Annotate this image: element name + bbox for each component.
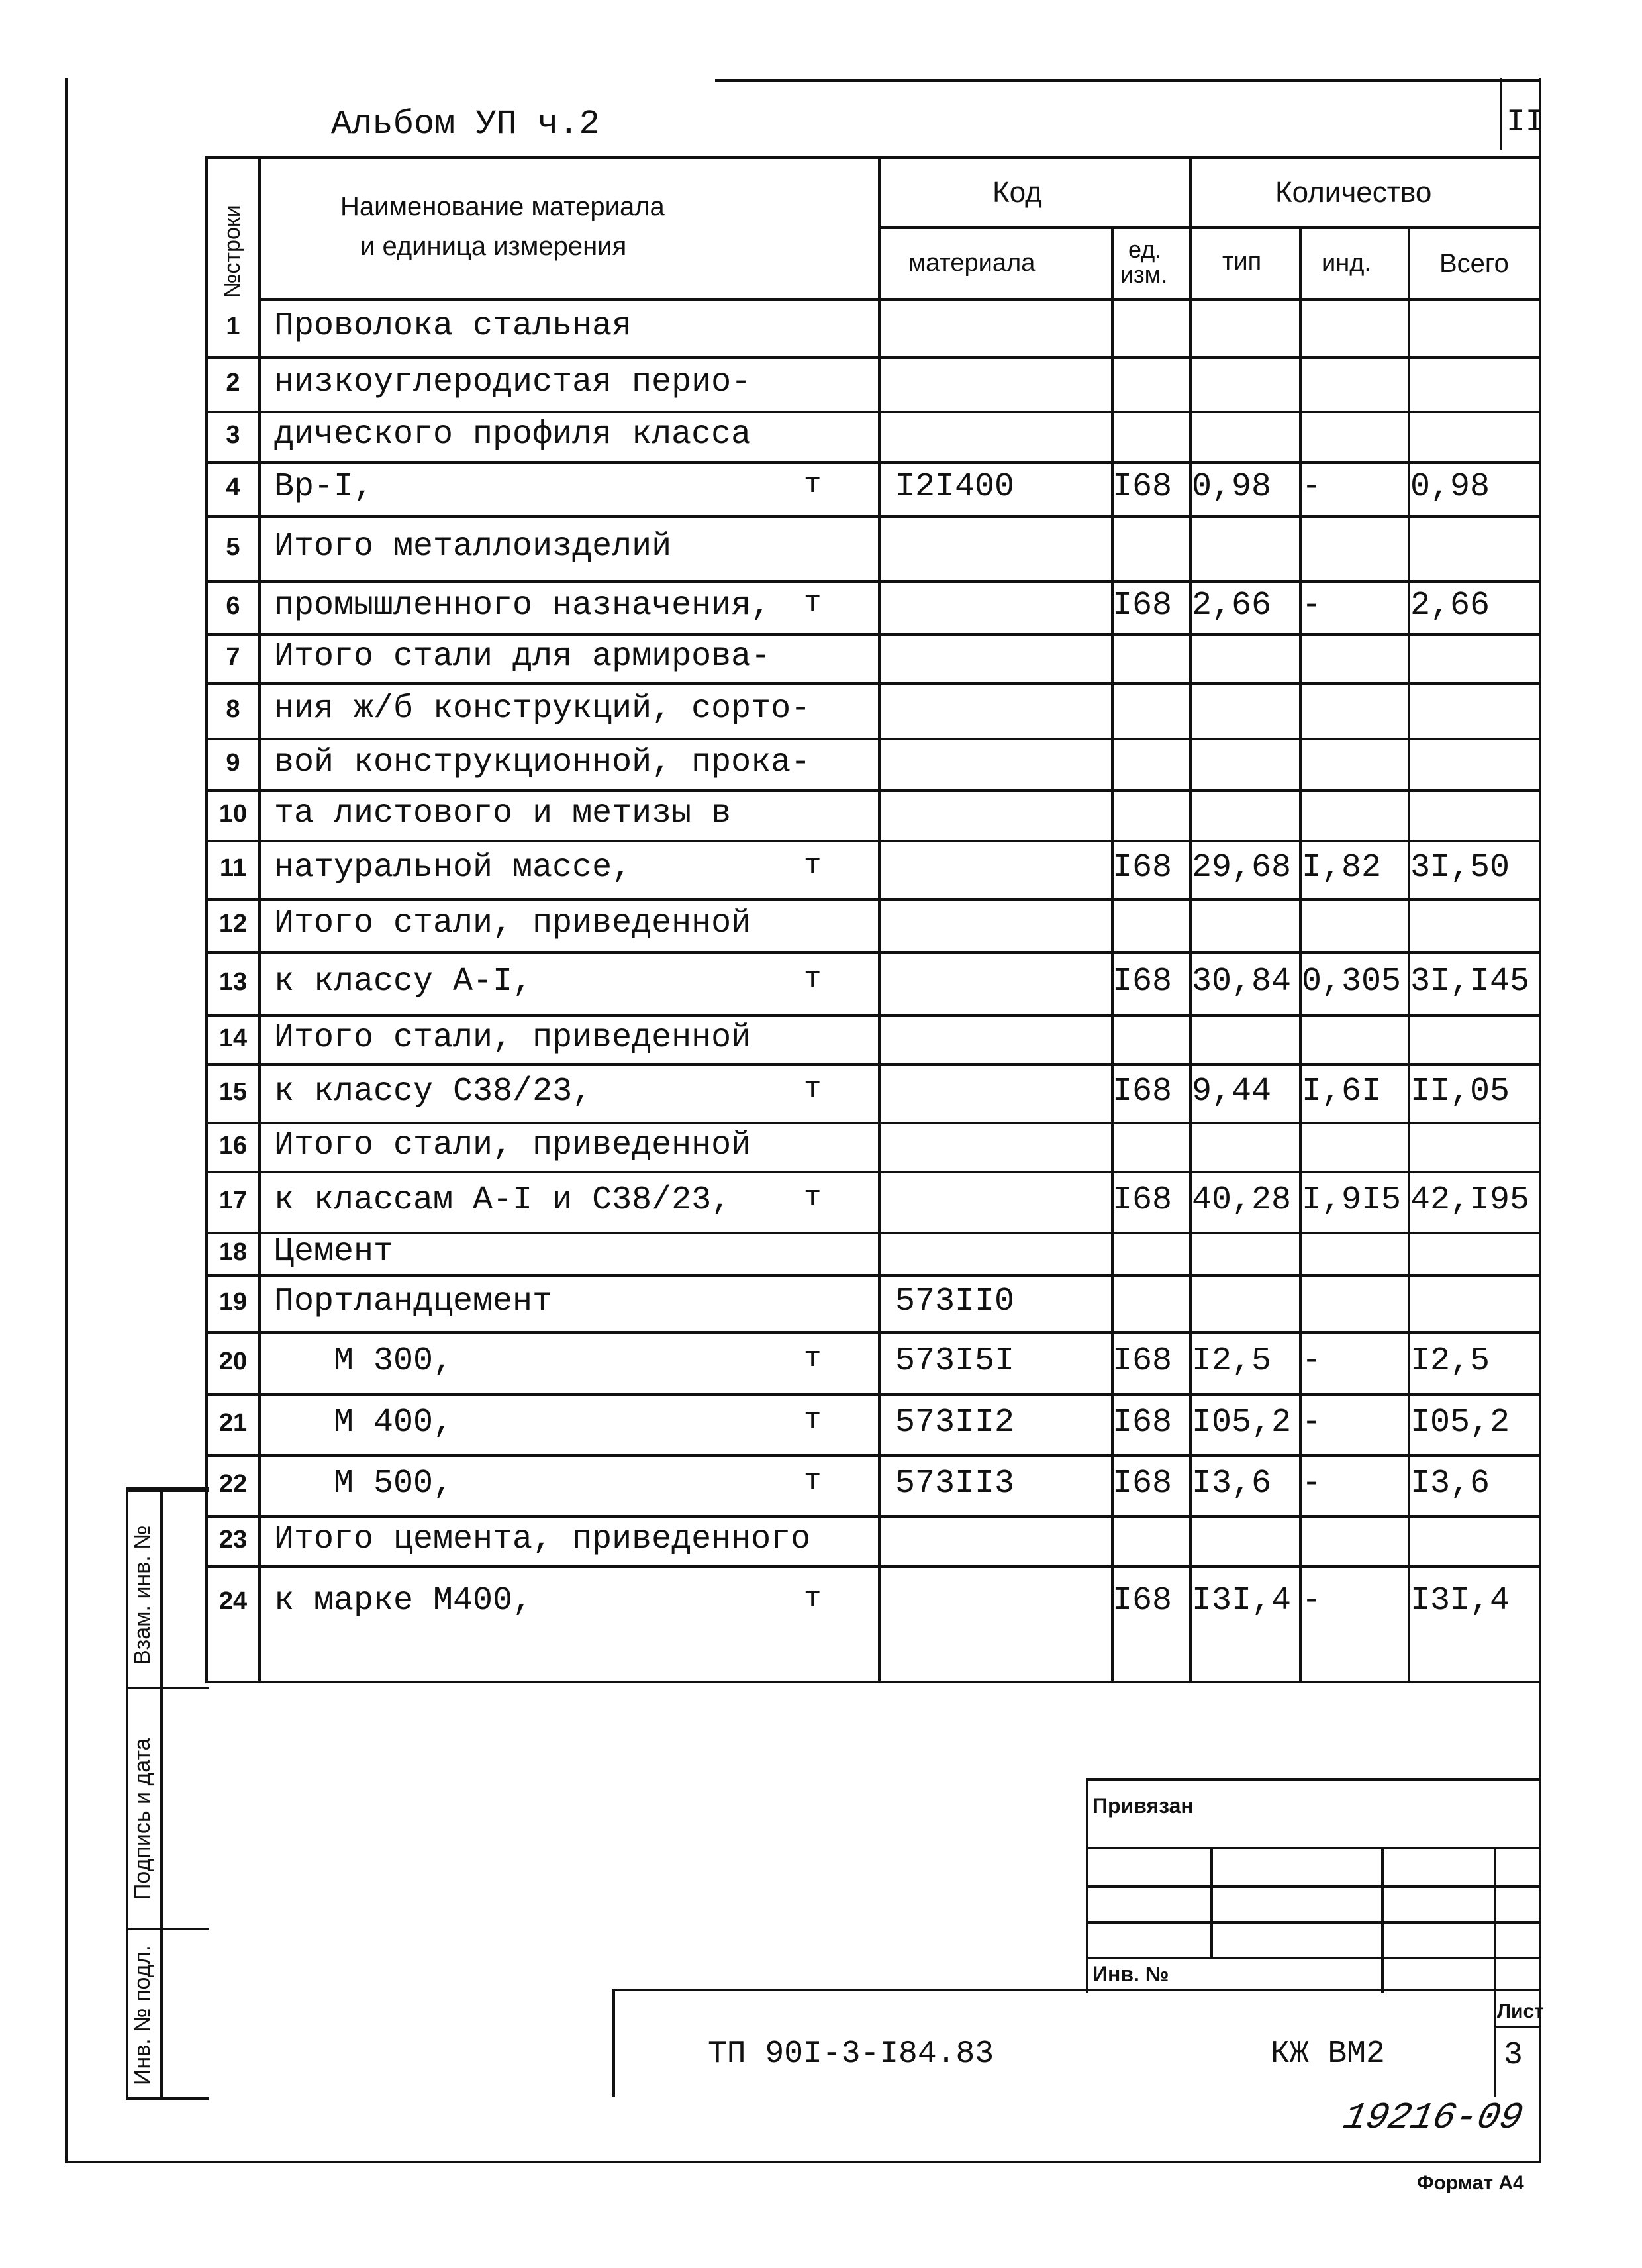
- stamp-sign-date: Подпись и дата: [130, 1738, 155, 1900]
- cell-name: вой конструкционной, прока-: [274, 744, 811, 781]
- cell-tip: 9,44: [1192, 1073, 1272, 1110]
- cell-name: Портландцемент: [274, 1283, 553, 1320]
- header-unit-line2: изм.: [1120, 261, 1168, 288]
- row-number: 7: [226, 643, 240, 671]
- row-number: 15: [218, 1078, 248, 1106]
- row-divider: [208, 1122, 1539, 1124]
- row-number: 13: [218, 968, 248, 996]
- header-name-line1: Наименование материала: [340, 192, 665, 221]
- row-number: 18: [218, 1238, 248, 1266]
- cell-name: Итого стали, приведенной: [274, 1126, 751, 1164]
- side-stamp: [126, 1487, 209, 2100]
- cell-unit: I68: [1112, 587, 1173, 624]
- row-divider: [208, 515, 1539, 518]
- cell-name: Вр-I,: [274, 468, 374, 506]
- cell-name: Итого металлоизделий: [274, 528, 672, 566]
- top-rule: [715, 79, 1539, 82]
- header-quantity: Количество: [1275, 176, 1432, 209]
- binding-label: Привязан: [1092, 1794, 1194, 1818]
- binding-block: [1086, 1778, 1539, 1993]
- cell-u: т: [804, 1342, 822, 1375]
- cell-unit: I68: [1112, 1465, 1173, 1503]
- cell-ind: I,6I: [1302, 1073, 1382, 1110]
- cell-code: I2I400: [895, 468, 1015, 506]
- cell-name: Итого цемента, приведенного: [274, 1520, 811, 1558]
- row-number: 3: [226, 421, 240, 449]
- cell-ind: -: [1302, 587, 1322, 624]
- cell-ind: -: [1302, 468, 1322, 506]
- cell-u: т: [804, 849, 822, 882]
- cell-unit: I68: [1112, 1404, 1173, 1442]
- row-divider: [208, 1331, 1539, 1334]
- cell-name: низкоуглеродистая перио-: [274, 364, 751, 401]
- row-number: 19: [218, 1288, 248, 1316]
- cell-ind: -: [1302, 1342, 1322, 1380]
- row-divider: [208, 580, 1539, 583]
- cell-tip: I2,5: [1192, 1342, 1272, 1380]
- cell-total: 3I,I45: [1410, 963, 1530, 1001]
- cell-name: к классам А-I и С38/23,: [274, 1181, 732, 1219]
- row-divider: [208, 1393, 1539, 1396]
- cell-u: т: [804, 1404, 822, 1437]
- cell-ind: I,82: [1302, 849, 1382, 887]
- cell-tip: I3I,4: [1192, 1582, 1292, 1620]
- row-divider: [208, 898, 1539, 901]
- stamp-inv-podl: Инв. № подл.: [130, 1945, 155, 2085]
- cell-u: т: [804, 1465, 822, 1498]
- project-code: ТП 90I-3-I84.83: [708, 2036, 994, 2072]
- row-number: 21: [218, 1409, 248, 1437]
- cell-code: 573II2: [895, 1404, 1015, 1442]
- row-divider: [208, 461, 1539, 464]
- row-number: 11: [219, 854, 247, 882]
- row-number: 22: [218, 1470, 248, 1498]
- cell-name: Итого стали, приведенной: [274, 1019, 751, 1057]
- cell-total: II,05: [1410, 1073, 1510, 1110]
- cell-tip: 40,28: [1192, 1181, 1292, 1219]
- cell-code: 573I5I: [895, 1342, 1015, 1380]
- cell-tip: 30,84: [1192, 963, 1292, 1001]
- header-row-number: №строки: [220, 205, 245, 298]
- cell-name: М 400,: [274, 1404, 454, 1442]
- row-number: 12: [218, 910, 248, 938]
- cell-name: ния ж/б конструкций, сорто-: [274, 690, 811, 728]
- row-divider: [208, 1454, 1539, 1457]
- sheet-number: II: [1506, 105, 1545, 140]
- materials-table: [205, 156, 1541, 1683]
- header-type: тип: [1222, 248, 1262, 275]
- cell-unit: I68: [1112, 1181, 1173, 1219]
- album-title: Альбом УП ч.2: [331, 105, 600, 144]
- cell-u: т: [804, 1073, 822, 1106]
- cell-name: Итого стали, приведенной: [274, 905, 751, 942]
- cell-total: I3I,4: [1410, 1582, 1510, 1620]
- row-number: 16: [218, 1132, 248, 1159]
- header-ind: инд.: [1322, 249, 1371, 277]
- row-number: 8: [226, 695, 240, 723]
- format-label: Формат А4: [1417, 2172, 1524, 2194]
- row-divider: [208, 951, 1539, 954]
- row-number: 1: [226, 313, 240, 340]
- header-code: Код: [992, 176, 1042, 209]
- cell-total: 3I,50: [1410, 849, 1510, 887]
- cell-u: т: [804, 587, 822, 620]
- cell-unit: I68: [1112, 1073, 1173, 1110]
- stamp-vzam-inv: Взам. инв. №: [130, 1525, 155, 1665]
- cell-u: т: [804, 1582, 822, 1615]
- cell-unit: I68: [1112, 849, 1173, 887]
- binding-inv-no: Инв. №: [1092, 1962, 1169, 1986]
- row-divider: [208, 789, 1539, 792]
- cell-tip: I3,6: [1192, 1465, 1272, 1503]
- title-block: [612, 1989, 1544, 2097]
- cell-unit: I68: [1112, 468, 1173, 506]
- row-number: 4: [226, 473, 240, 501]
- row-number: 2: [226, 369, 240, 397]
- row-number: 6: [226, 592, 240, 620]
- cell-u: т: [804, 963, 822, 996]
- cell-total: I2,5: [1410, 1342, 1490, 1380]
- row-divider: [208, 682, 1539, 685]
- sheet-label: Лист: [1497, 2000, 1544, 2022]
- cell-tip: 29,68: [1192, 849, 1292, 887]
- row-divider: [208, 356, 1539, 359]
- cell-code: 573II3: [895, 1465, 1015, 1503]
- cell-code: 573II0: [895, 1283, 1015, 1320]
- row-number: 17: [218, 1187, 248, 1214]
- row-number: 20: [218, 1348, 248, 1375]
- cell-ind: -: [1302, 1404, 1322, 1442]
- cell-name: та листового и метизы в: [274, 795, 732, 832]
- cell-name: к марке М400,: [274, 1582, 533, 1620]
- drawing-mark: КЖ ВМ2: [1271, 2036, 1385, 2072]
- cell-unit: I68: [1112, 1582, 1173, 1620]
- cell-ind: -: [1302, 1582, 1322, 1620]
- row-divider: [208, 738, 1539, 740]
- cell-name: к классу А-I,: [274, 963, 533, 1001]
- cell-tip: 2,66: [1192, 587, 1272, 624]
- sheet-value: 3: [1504, 2038, 1523, 2073]
- cell-total: I3,6: [1410, 1465, 1490, 1503]
- row-number: 5: [226, 533, 240, 561]
- row-divider: [208, 1171, 1539, 1173]
- row-divider: [208, 1274, 1539, 1277]
- cell-ind: -: [1302, 1465, 1322, 1503]
- row-number: 14: [218, 1024, 248, 1052]
- cell-name: дического профиля класса: [274, 416, 751, 454]
- cell-tip: 0,98: [1192, 468, 1272, 506]
- cell-u: т: [804, 1181, 822, 1214]
- row-divider: [208, 1014, 1539, 1017]
- row-divider: [208, 1063, 1539, 1066]
- cell-name: М 500,: [274, 1465, 454, 1503]
- row-number: 9: [226, 749, 240, 777]
- row-divider: [208, 411, 1539, 413]
- cell-name: к классу С38/23,: [274, 1073, 593, 1110]
- cell-name: Итого стали для армирова-: [274, 638, 771, 675]
- header-material: материала: [908, 249, 1036, 277]
- row-divider: [208, 1515, 1539, 1518]
- cell-ind: 0,305: [1302, 963, 1402, 1001]
- cell-tip: I05,2: [1192, 1404, 1292, 1442]
- row-number: 23: [218, 1526, 248, 1553]
- header-total: Всего: [1439, 249, 1509, 278]
- cell-unit: I68: [1112, 1342, 1173, 1380]
- cell-name: Проволока стальная: [274, 307, 632, 345]
- cell-name: натуральной массе,: [274, 849, 632, 887]
- cell-ind: I,9I5: [1302, 1181, 1402, 1219]
- cell-total: I05,2: [1410, 1404, 1510, 1442]
- row-divider: [208, 1232, 1539, 1234]
- row-divider: [208, 633, 1539, 636]
- handwritten-number: 19216-09: [1339, 2096, 1527, 2139]
- cell-total: 0,98: [1410, 468, 1490, 506]
- cell-name: Цемент: [274, 1233, 394, 1271]
- row-divider: [208, 840, 1539, 842]
- cell-u: т: [804, 468, 822, 501]
- row-number: 10: [218, 800, 248, 828]
- header-name-line2: и единица измерения: [360, 232, 627, 261]
- row-number: 24: [218, 1587, 248, 1615]
- cell-total: 42,I95: [1410, 1181, 1530, 1219]
- header-unit-line1: ед.: [1128, 236, 1162, 263]
- cell-unit: I68: [1112, 963, 1173, 1001]
- row-divider: [208, 1565, 1539, 1568]
- cell-total: 2,66: [1410, 587, 1490, 624]
- cell-name: промышленного назначения,: [274, 587, 771, 624]
- cell-name: М 300,: [274, 1342, 454, 1380]
